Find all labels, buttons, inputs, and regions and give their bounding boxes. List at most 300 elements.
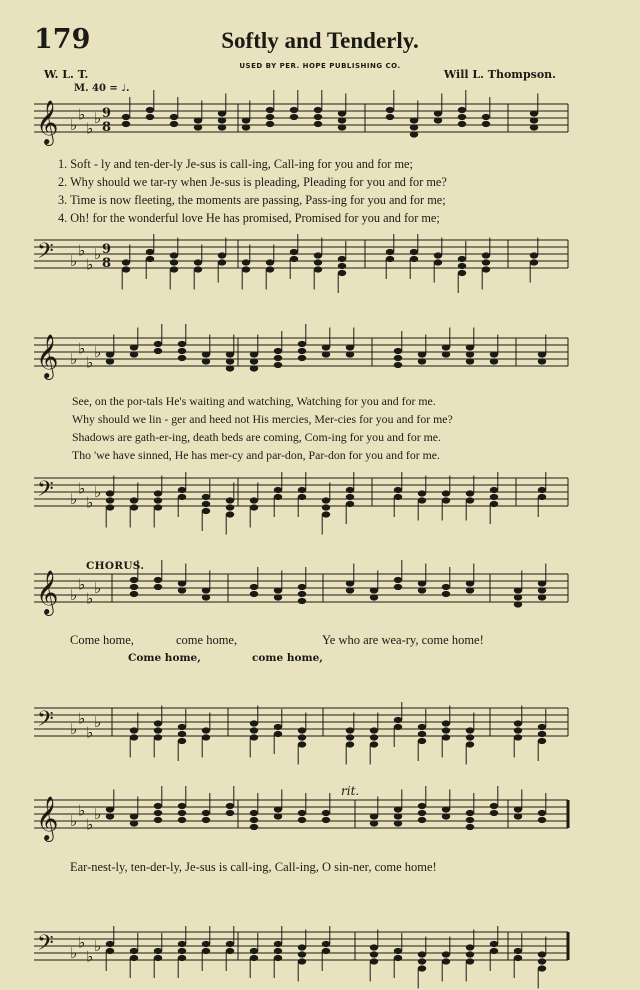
note-head	[226, 497, 234, 503]
note-head	[178, 955, 186, 961]
note-head	[146, 249, 154, 255]
note-head	[170, 266, 178, 272]
note-head	[218, 117, 226, 123]
verse-4-line-b: Tho 'we have sinned, He has mer-cy and par-don, Par-don for you and for me.	[72, 448, 440, 462]
note-head	[146, 107, 154, 113]
note-head	[130, 727, 138, 733]
note-head	[314, 114, 322, 120]
lyricist: W. L. T.	[44, 68, 89, 81]
note-head	[466, 344, 474, 350]
note-head	[202, 948, 210, 954]
note-head	[130, 955, 138, 961]
bass-clef: 𝄢	[37, 931, 54, 961]
note-head	[106, 806, 114, 812]
note-head	[386, 107, 394, 113]
flat-sign: ♭	[70, 252, 78, 270]
note-head	[442, 806, 450, 812]
note-head	[298, 810, 306, 816]
note-head	[394, 724, 402, 730]
note-head	[370, 951, 378, 957]
note-head	[466, 580, 474, 586]
note-head	[410, 131, 418, 137]
note-head	[538, 951, 546, 957]
note-head	[338, 256, 346, 262]
note-head	[194, 124, 202, 130]
verse-4-line: 4. Oh! for the wonderful love He has promised, Promised for you and for me;	[58, 211, 440, 225]
note-head	[250, 817, 258, 823]
note-head	[538, 580, 546, 586]
echo-lyric: come home,	[252, 652, 323, 664]
note-head	[418, 490, 426, 496]
note-head	[322, 511, 330, 517]
note-head	[482, 252, 490, 258]
note-head	[490, 501, 498, 507]
note-head	[106, 490, 114, 496]
verse-1-line: 1. Soft - ly and ten-der-ly Je-sus is call-ing, Call-ing for you and for me;	[58, 157, 413, 171]
note-head	[370, 944, 378, 950]
note-head	[514, 720, 522, 726]
note-head	[514, 948, 522, 954]
note-head	[154, 817, 162, 823]
note-head	[298, 341, 306, 347]
note-head	[322, 344, 330, 350]
note-head	[218, 252, 226, 258]
note-head	[178, 348, 186, 354]
note-head	[394, 355, 402, 361]
note-head	[538, 358, 546, 364]
note-head	[386, 114, 394, 120]
note-head	[314, 107, 322, 113]
note-head	[514, 734, 522, 740]
note-head	[466, 727, 474, 733]
note-head	[346, 580, 354, 586]
note-head	[154, 948, 162, 954]
flat-sign: ♭	[94, 343, 102, 361]
note-head	[202, 941, 210, 947]
note-head	[274, 594, 282, 600]
verse-2-line: 2. Why should we tar-ry when Je-sus is pleading, Pleading for you and for me?	[58, 175, 447, 189]
flat-sign: ♭	[70, 586, 78, 604]
note-head	[322, 351, 330, 357]
note-head	[226, 803, 234, 809]
note-head	[338, 124, 346, 130]
note-head	[274, 941, 282, 947]
note-head	[154, 341, 162, 347]
note-head	[370, 727, 378, 733]
note-head	[226, 810, 234, 816]
chorus-lyric: Ye who are wea-ry, come home!	[322, 633, 484, 647]
note-head	[178, 738, 186, 744]
note-head	[466, 490, 474, 496]
note-head	[154, 734, 162, 740]
note-head	[458, 263, 466, 269]
hymn-number: 179	[34, 24, 91, 55]
note-head	[466, 817, 474, 823]
note-head	[146, 256, 154, 262]
note-head	[418, 958, 426, 964]
note-head	[394, 494, 402, 500]
note-head	[226, 941, 234, 947]
note-head	[154, 803, 162, 809]
note-head	[178, 580, 186, 586]
note-head	[170, 114, 178, 120]
note-head	[538, 594, 546, 600]
note-head	[410, 256, 418, 262]
flat-sign: ♭	[78, 709, 86, 728]
note-head	[394, 813, 402, 819]
note-head	[250, 734, 258, 740]
note-head	[434, 259, 442, 265]
note-head	[298, 584, 306, 590]
note-head	[154, 577, 162, 583]
flat-sign: ♭	[94, 245, 102, 263]
note-head	[370, 813, 378, 819]
note-head	[154, 504, 162, 510]
note-head	[274, 587, 282, 593]
note-head	[274, 724, 282, 730]
note-head	[178, 941, 186, 947]
note-head	[194, 259, 202, 265]
note-head	[202, 734, 210, 740]
note-head	[418, 587, 426, 593]
note-head	[122, 121, 130, 127]
note-head	[298, 355, 306, 361]
note-head	[418, 580, 426, 586]
note-head	[466, 734, 474, 740]
note-head	[218, 259, 226, 265]
note-head	[466, 497, 474, 503]
note-head	[266, 266, 274, 272]
note-head	[530, 259, 538, 265]
note-head	[314, 259, 322, 265]
note-head	[346, 587, 354, 593]
flat-sign: ♭	[70, 812, 78, 830]
note-head	[122, 259, 130, 265]
note-head	[130, 813, 138, 819]
flat-sign: ♭	[94, 937, 102, 955]
note-head	[346, 727, 354, 733]
note-head	[130, 734, 138, 740]
note-head	[410, 124, 418, 130]
note-head	[274, 355, 282, 361]
note-head	[298, 741, 306, 747]
note-head	[250, 824, 258, 830]
verse-3-line-b: Shadows are gath-er-ing, death beds are coming, Com-ing for you and for me.	[72, 430, 441, 444]
flat-sign: ♭	[94, 805, 102, 823]
note-head	[178, 817, 186, 823]
chorus-lyric: Come home,	[70, 633, 134, 647]
hymn-title: Softly and Tenderly.	[221, 28, 419, 53]
note-head	[466, 351, 474, 357]
note-head	[322, 817, 330, 823]
note-head	[338, 117, 346, 123]
note-head	[202, 494, 210, 500]
note-head	[322, 948, 330, 954]
note-head	[530, 252, 538, 258]
note-head	[490, 487, 498, 493]
note-head	[106, 813, 114, 819]
note-head	[274, 731, 282, 737]
note-head	[538, 724, 546, 730]
note-head	[442, 720, 450, 726]
note-head	[178, 355, 186, 361]
note-head	[298, 944, 306, 950]
note-head	[250, 497, 258, 503]
note-head	[410, 117, 418, 123]
note-head	[370, 587, 378, 593]
note-head	[202, 351, 210, 357]
time-signature-top: 9	[102, 242, 112, 257]
treble-clef: 𝄞	[36, 334, 59, 378]
note-head	[418, 738, 426, 744]
note-head	[466, 810, 474, 816]
flat-sign: ♭	[86, 815, 94, 834]
flat-sign: ♭	[86, 119, 94, 138]
note-head	[290, 107, 298, 113]
flat-sign: ♭	[70, 490, 78, 508]
note-head	[178, 724, 186, 730]
chorus-lyric: come home,	[176, 633, 238, 647]
note-head	[418, 358, 426, 364]
note-head	[418, 810, 426, 816]
note-head	[274, 362, 282, 368]
note-head	[178, 803, 186, 809]
note-head	[250, 810, 258, 816]
note-head	[418, 724, 426, 730]
note-head	[250, 351, 258, 357]
note-head	[250, 591, 258, 597]
note-head	[434, 252, 442, 258]
note-head	[514, 813, 522, 819]
flat-sign: ♭	[86, 255, 94, 274]
note-head	[154, 348, 162, 354]
note-head	[274, 948, 282, 954]
bass-clef: 𝄢	[37, 707, 54, 737]
time-signature-top: 9	[102, 106, 112, 121]
note-head	[106, 941, 114, 947]
note-head	[418, 731, 426, 737]
note-head	[226, 365, 234, 371]
note-head	[154, 720, 162, 726]
note-head	[298, 951, 306, 957]
note-head	[314, 121, 322, 127]
note-head	[298, 591, 306, 597]
time-signature-bottom: 8	[102, 120, 112, 135]
note-head	[202, 587, 210, 593]
note-head	[458, 270, 466, 276]
note-head	[274, 806, 282, 812]
note-head	[290, 249, 298, 255]
note-head	[346, 501, 354, 507]
note-head	[130, 344, 138, 350]
note-head	[538, 958, 546, 964]
note-head	[490, 803, 498, 809]
note-head	[106, 948, 114, 954]
note-head	[226, 948, 234, 954]
note-head	[434, 110, 442, 116]
note-head	[466, 824, 474, 830]
note-head	[394, 348, 402, 354]
note-head	[418, 351, 426, 357]
note-head	[314, 252, 322, 258]
flat-sign: ♭	[86, 589, 94, 608]
note-head	[130, 351, 138, 357]
flat-sign: ♭	[78, 105, 86, 124]
flat-sign: ♭	[70, 720, 78, 738]
treble-clef: 𝄞	[36, 796, 59, 840]
note-head	[538, 731, 546, 737]
flat-sign: ♭	[86, 723, 94, 742]
note-head	[418, 497, 426, 503]
note-head	[194, 117, 202, 123]
note-head	[458, 256, 466, 262]
note-head	[266, 114, 274, 120]
verse-2-line-b: Why should we lin - ger and heed not His mercies, Mer-cies for you and for me?	[72, 412, 453, 426]
note-head	[482, 114, 490, 120]
note-head	[106, 358, 114, 364]
note-head	[122, 114, 130, 120]
flat-sign: ♭	[78, 801, 86, 820]
note-head	[386, 249, 394, 255]
note-head	[298, 817, 306, 823]
note-head	[170, 121, 178, 127]
note-head	[290, 256, 298, 262]
note-head	[458, 107, 466, 113]
note-head	[514, 601, 522, 607]
note-head	[418, 951, 426, 957]
note-head	[250, 720, 258, 726]
note-head	[266, 121, 274, 127]
note-head	[394, 362, 402, 368]
note-head	[338, 270, 346, 276]
note-head	[346, 741, 354, 747]
note-head	[394, 717, 402, 723]
note-head	[442, 734, 450, 740]
flat-sign: ♭	[70, 944, 78, 962]
ritardando-marking: rit.	[341, 784, 360, 798]
note-head	[418, 817, 426, 823]
note-head	[154, 490, 162, 496]
note-head	[178, 731, 186, 737]
note-head	[490, 351, 498, 357]
note-head	[178, 948, 186, 954]
note-head	[442, 951, 450, 957]
note-head	[178, 810, 186, 816]
note-head	[106, 504, 114, 510]
note-head	[274, 348, 282, 354]
note-head	[458, 121, 466, 127]
note-head	[250, 504, 258, 510]
note-head	[322, 504, 330, 510]
note-head	[442, 344, 450, 350]
note-head	[394, 577, 402, 583]
note-head	[346, 344, 354, 350]
flat-sign: ♭	[94, 713, 102, 731]
composer: Will L. Thompson.	[443, 68, 556, 81]
note-head	[514, 587, 522, 593]
note-head	[202, 358, 210, 364]
note-head	[250, 955, 258, 961]
flat-sign: ♭	[78, 479, 86, 498]
note-head	[130, 577, 138, 583]
note-head	[442, 490, 450, 496]
note-head	[322, 497, 330, 503]
flat-sign: ♭	[70, 116, 78, 134]
note-head	[442, 958, 450, 964]
note-head	[154, 727, 162, 733]
note-head	[530, 124, 538, 130]
note-head	[442, 813, 450, 819]
note-head	[346, 494, 354, 500]
flat-sign: ♭	[94, 483, 102, 501]
note-head	[514, 955, 522, 961]
note-head	[298, 734, 306, 740]
note-head	[250, 727, 258, 733]
chorus-lyric-final: Ear-nest-ly, ten-der-ly, Je-sus is call-ing, Call-ing, O sin-ner, come home!	[70, 860, 437, 874]
note-head	[370, 594, 378, 600]
note-head	[418, 965, 426, 971]
flat-sign: ♭	[70, 350, 78, 368]
flat-sign: ♭	[94, 579, 102, 597]
note-head	[394, 806, 402, 812]
note-head	[442, 497, 450, 503]
note-head	[202, 810, 210, 816]
note-head	[466, 951, 474, 957]
note-head	[226, 511, 234, 517]
note-head	[178, 487, 186, 493]
note-head	[250, 948, 258, 954]
note-head	[298, 727, 306, 733]
note-head	[418, 803, 426, 809]
note-head	[490, 358, 498, 364]
note-head	[250, 365, 258, 371]
note-head	[274, 487, 282, 493]
flat-sign: ♭	[78, 241, 86, 260]
note-head	[410, 249, 418, 255]
note-head	[514, 806, 522, 812]
note-head	[170, 259, 178, 265]
note-head	[538, 738, 546, 744]
note-head	[442, 351, 450, 357]
note-head	[538, 351, 546, 357]
note-head	[146, 114, 154, 120]
note-head	[370, 958, 378, 964]
note-head	[538, 587, 546, 593]
note-head	[394, 820, 402, 826]
note-head	[202, 817, 210, 823]
note-head	[298, 487, 306, 493]
note-head	[530, 110, 538, 116]
flat-sign: ♭	[94, 109, 102, 127]
note-head	[482, 259, 490, 265]
treble-clef: 𝄞	[36, 570, 59, 614]
note-head	[106, 497, 114, 503]
note-head	[194, 266, 202, 272]
note-head	[458, 114, 466, 120]
note-head	[538, 494, 546, 500]
note-head	[338, 110, 346, 116]
note-head	[154, 497, 162, 503]
note-head	[466, 741, 474, 747]
note-head	[490, 810, 498, 816]
note-head	[242, 117, 250, 123]
note-head	[170, 252, 178, 258]
tempo-marking: M. 40 = ♩.	[74, 83, 130, 94]
note-head	[346, 351, 354, 357]
note-head	[490, 494, 498, 500]
verse-3-line: 3. Time is now fleeting, the moments are passing, Pass-ing for you and for me;	[58, 193, 446, 207]
flat-sign: ♭	[86, 353, 94, 372]
